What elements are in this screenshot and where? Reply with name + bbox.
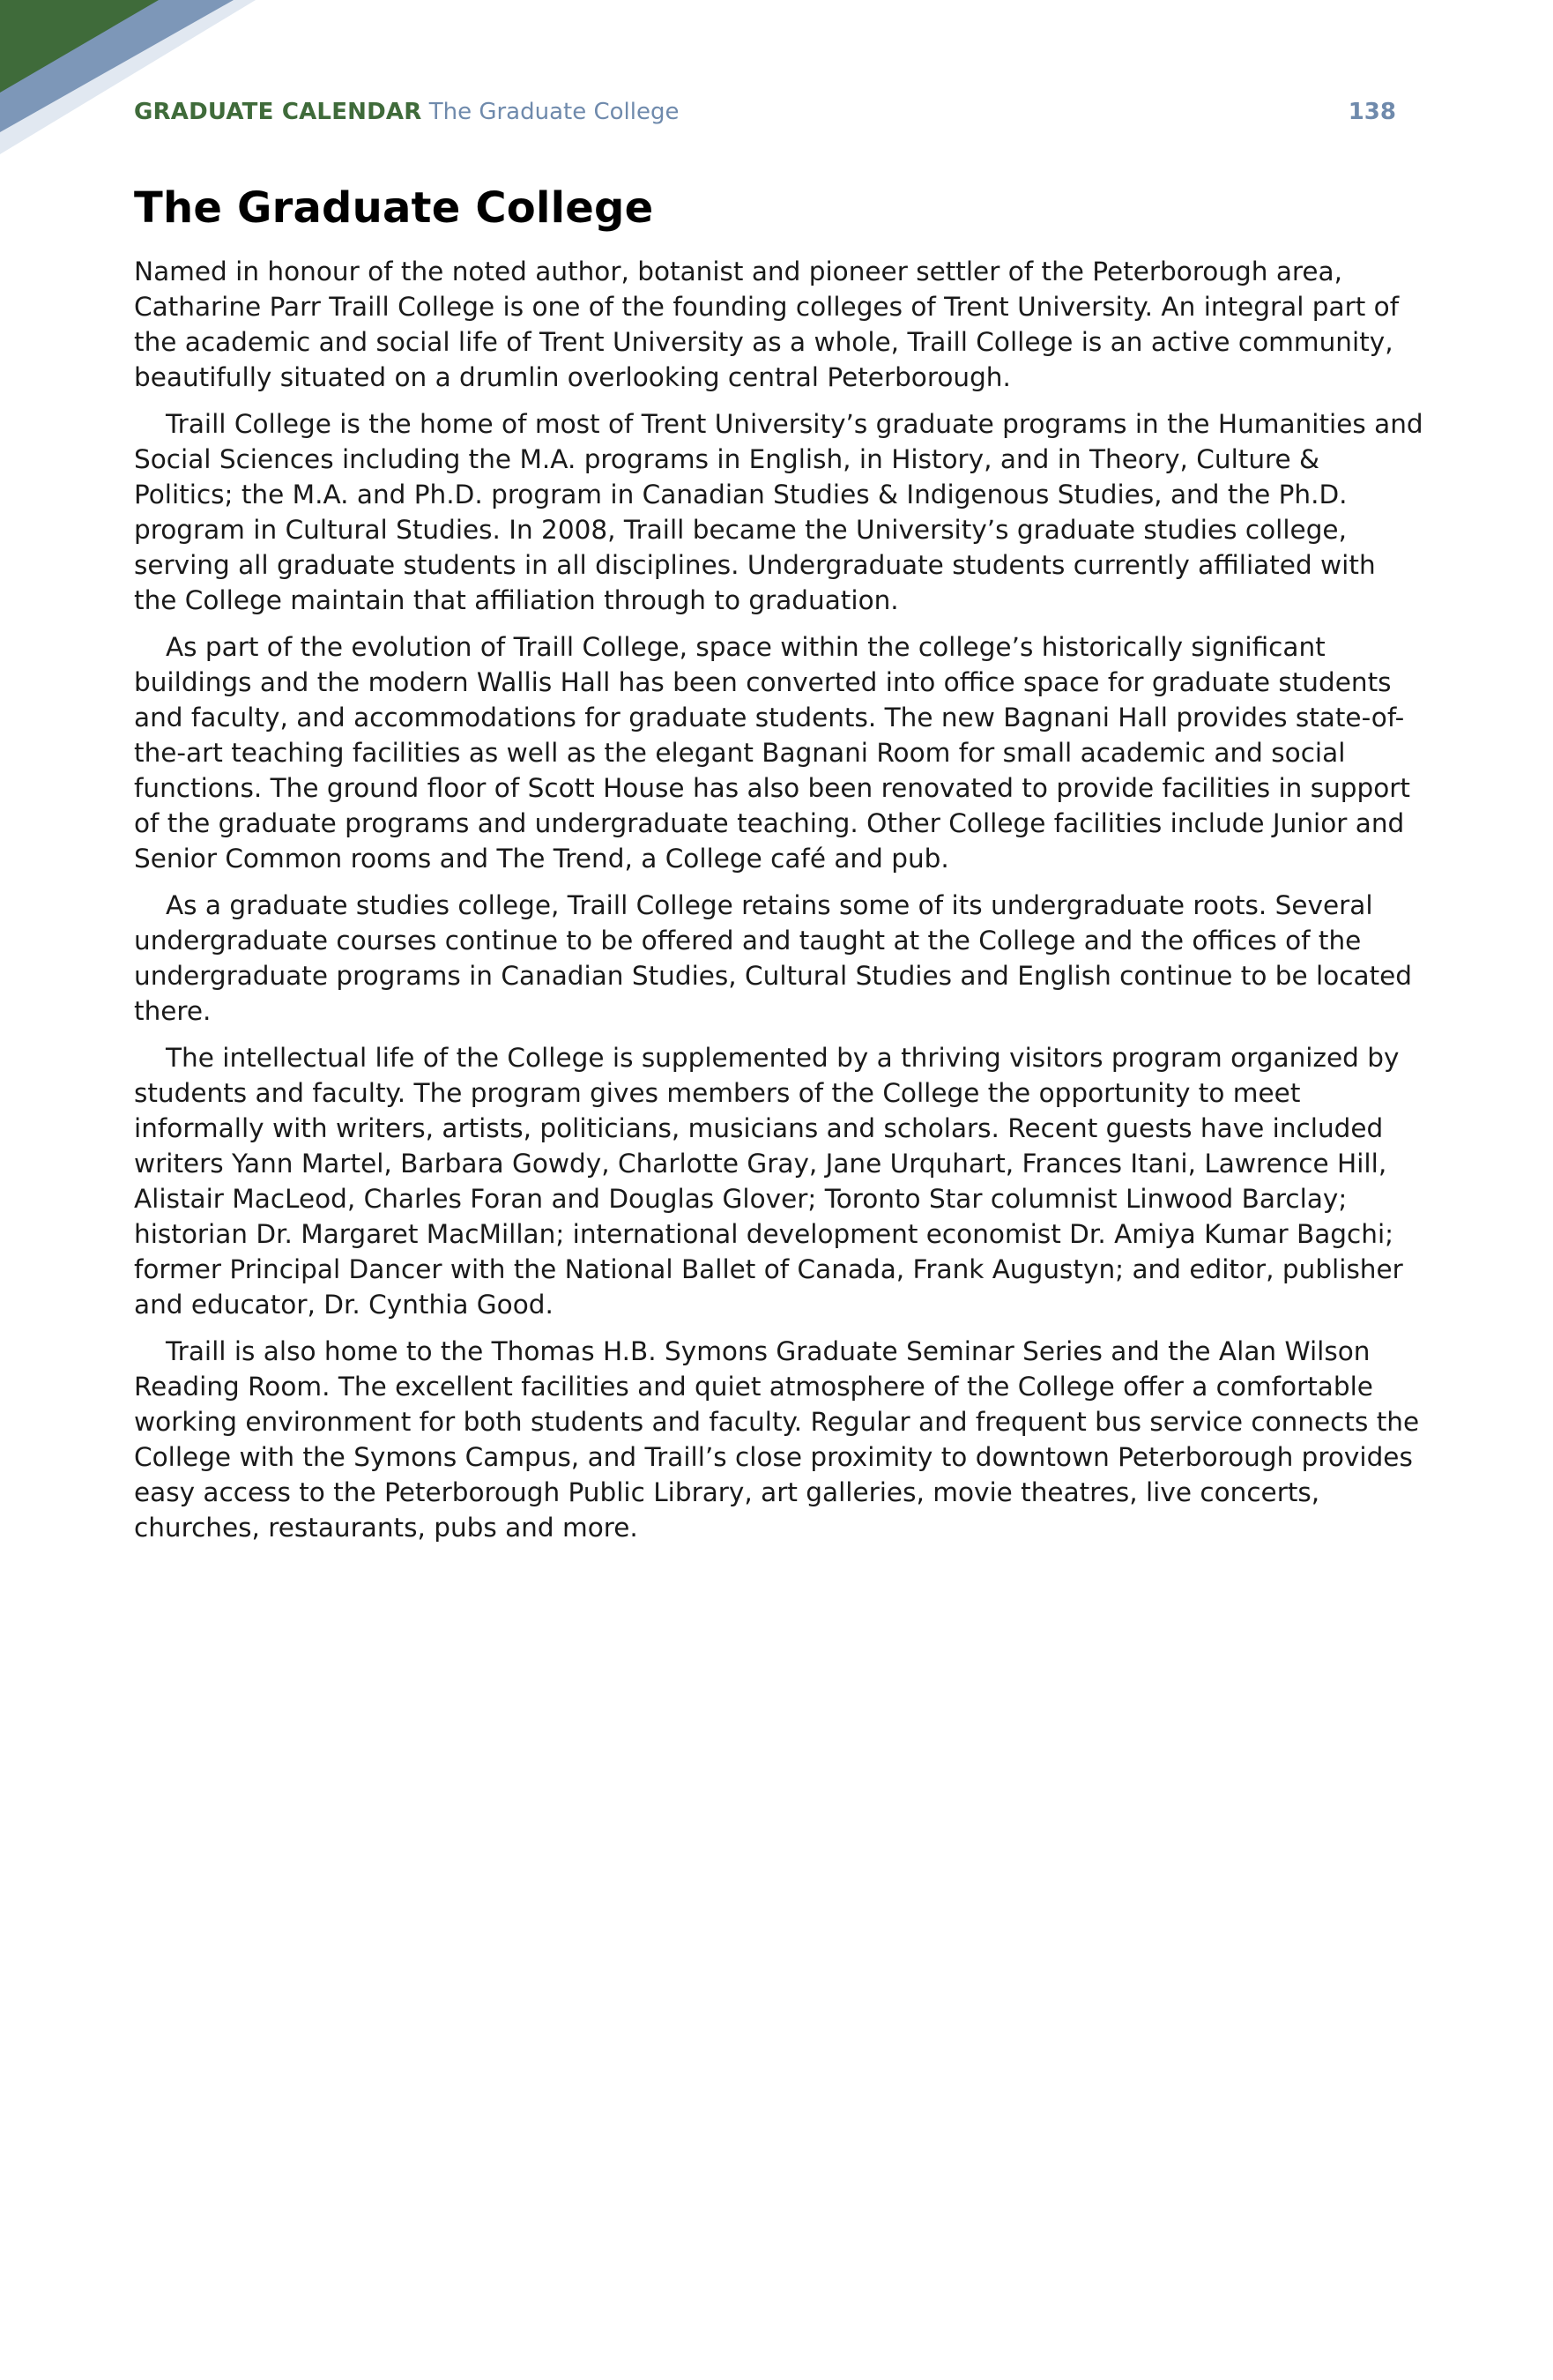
running-header-title (134, 99, 679, 125)
paragraph-1: Named in honour of the noted author, botanist and pioneer settler of the Peterborough area, Catharine Parr Traill College is one of the founding colleges of Trent University. An integral part of the academic and social life of Trent University as a whole, Traill College is an active community, beautifully situated on a drumlin overlooking central Peterborough. (134, 257, 1400, 392)
page-number: 138 (1348, 99, 1396, 125)
paragraph-6: Traill is also home to the Thomas H.B. Symons Graduate Seminar Series and the Alan Wilson Reading Room. The excellent facilities and quiet atmosphere of the College offer a comfortable working environment for both students and faculty. Regular and frequent bus service connects the College with the Symons Campus, and Traill’s close proximity to downtown Peterborough provides easy access to the Peterborough Public Library, art galleries, movie theatres, live concerts, churches, restaurants, pubs and more. (134, 1336, 1420, 1543)
paragraph-4: As a graduate studies college, Traill College retains some of its undergraduate roots. Several undergraduate courses continue to be offered and taught at the College and the offices of the undergraduate programs in Canadian Studies, Cultural Studies and English continue to be located there. (134, 890, 1413, 1026)
paragraph-3: As part of the evolution of Traill College, space within the college’s historically significant buildings and the modern Wallis Hall has been converted into office space for graduate students and faculty, and accommodations for graduate students. The new Bagnani Hall provides state-of-the-art teaching facilities as well as the elegant Bagnani Room for small academic and social functions. The ground floor of Scott House has also been renovated to provide facilities in support of the graduate programs and undergraduate teaching. Other College facilities include Junior and Senior Common rooms and The Trend, a College café and pub. (134, 632, 1410, 874)
page-title: The Graduate College (134, 183, 654, 233)
section-name: The Graduate College (428, 99, 680, 125)
paragraph-5: The intellectual life of the College is supplemented by a thriving visitors program organized by students and faculty. The program gives members of the College the opportunity to meet informally with writers, artists, politicians, musicians and scholars. Recent guests have included writers Yann Martel, Barbara Gowdy, Charlotte Gray, Jane Urquhart, Frances Itani, Lawrence Hill, Alistair MacLeod, Charles Foran and Douglas Glover; Toronto Star columnist Linwood Barclay; historian Dr. Margaret MacMillan; international development economist Dr. Amiya Kumar Bagchi; former Principal Dancer with the National Ballet of Canada, Frank Augustyn; and editor, publisher and educator, Dr. Cynthia Good. (134, 1043, 1403, 1320)
calendar-label: GRADUATE CALENDAR (134, 99, 422, 125)
paragraph-2: Traill College is the home of most of Trent University’s graduate programs in the Humanities and Social Sciences including the M.A. programs in English, in History, and in Theory, Culture & Politics; the M.A. and Ph.D. program in Canadian Studies & Indigenous Studies, and the Ph.D. program in Cultural Studies. In 2008, Traill became the University’s graduate studies college, serving all graduate students in all disciplines. Undergraduate students currently affiliated with the College maintain that affiliation through to graduation. (134, 409, 1423, 615)
body-text (134, 254, 1426, 1557)
corner-decoration (0, 0, 256, 167)
running-header (134, 99, 1396, 134)
